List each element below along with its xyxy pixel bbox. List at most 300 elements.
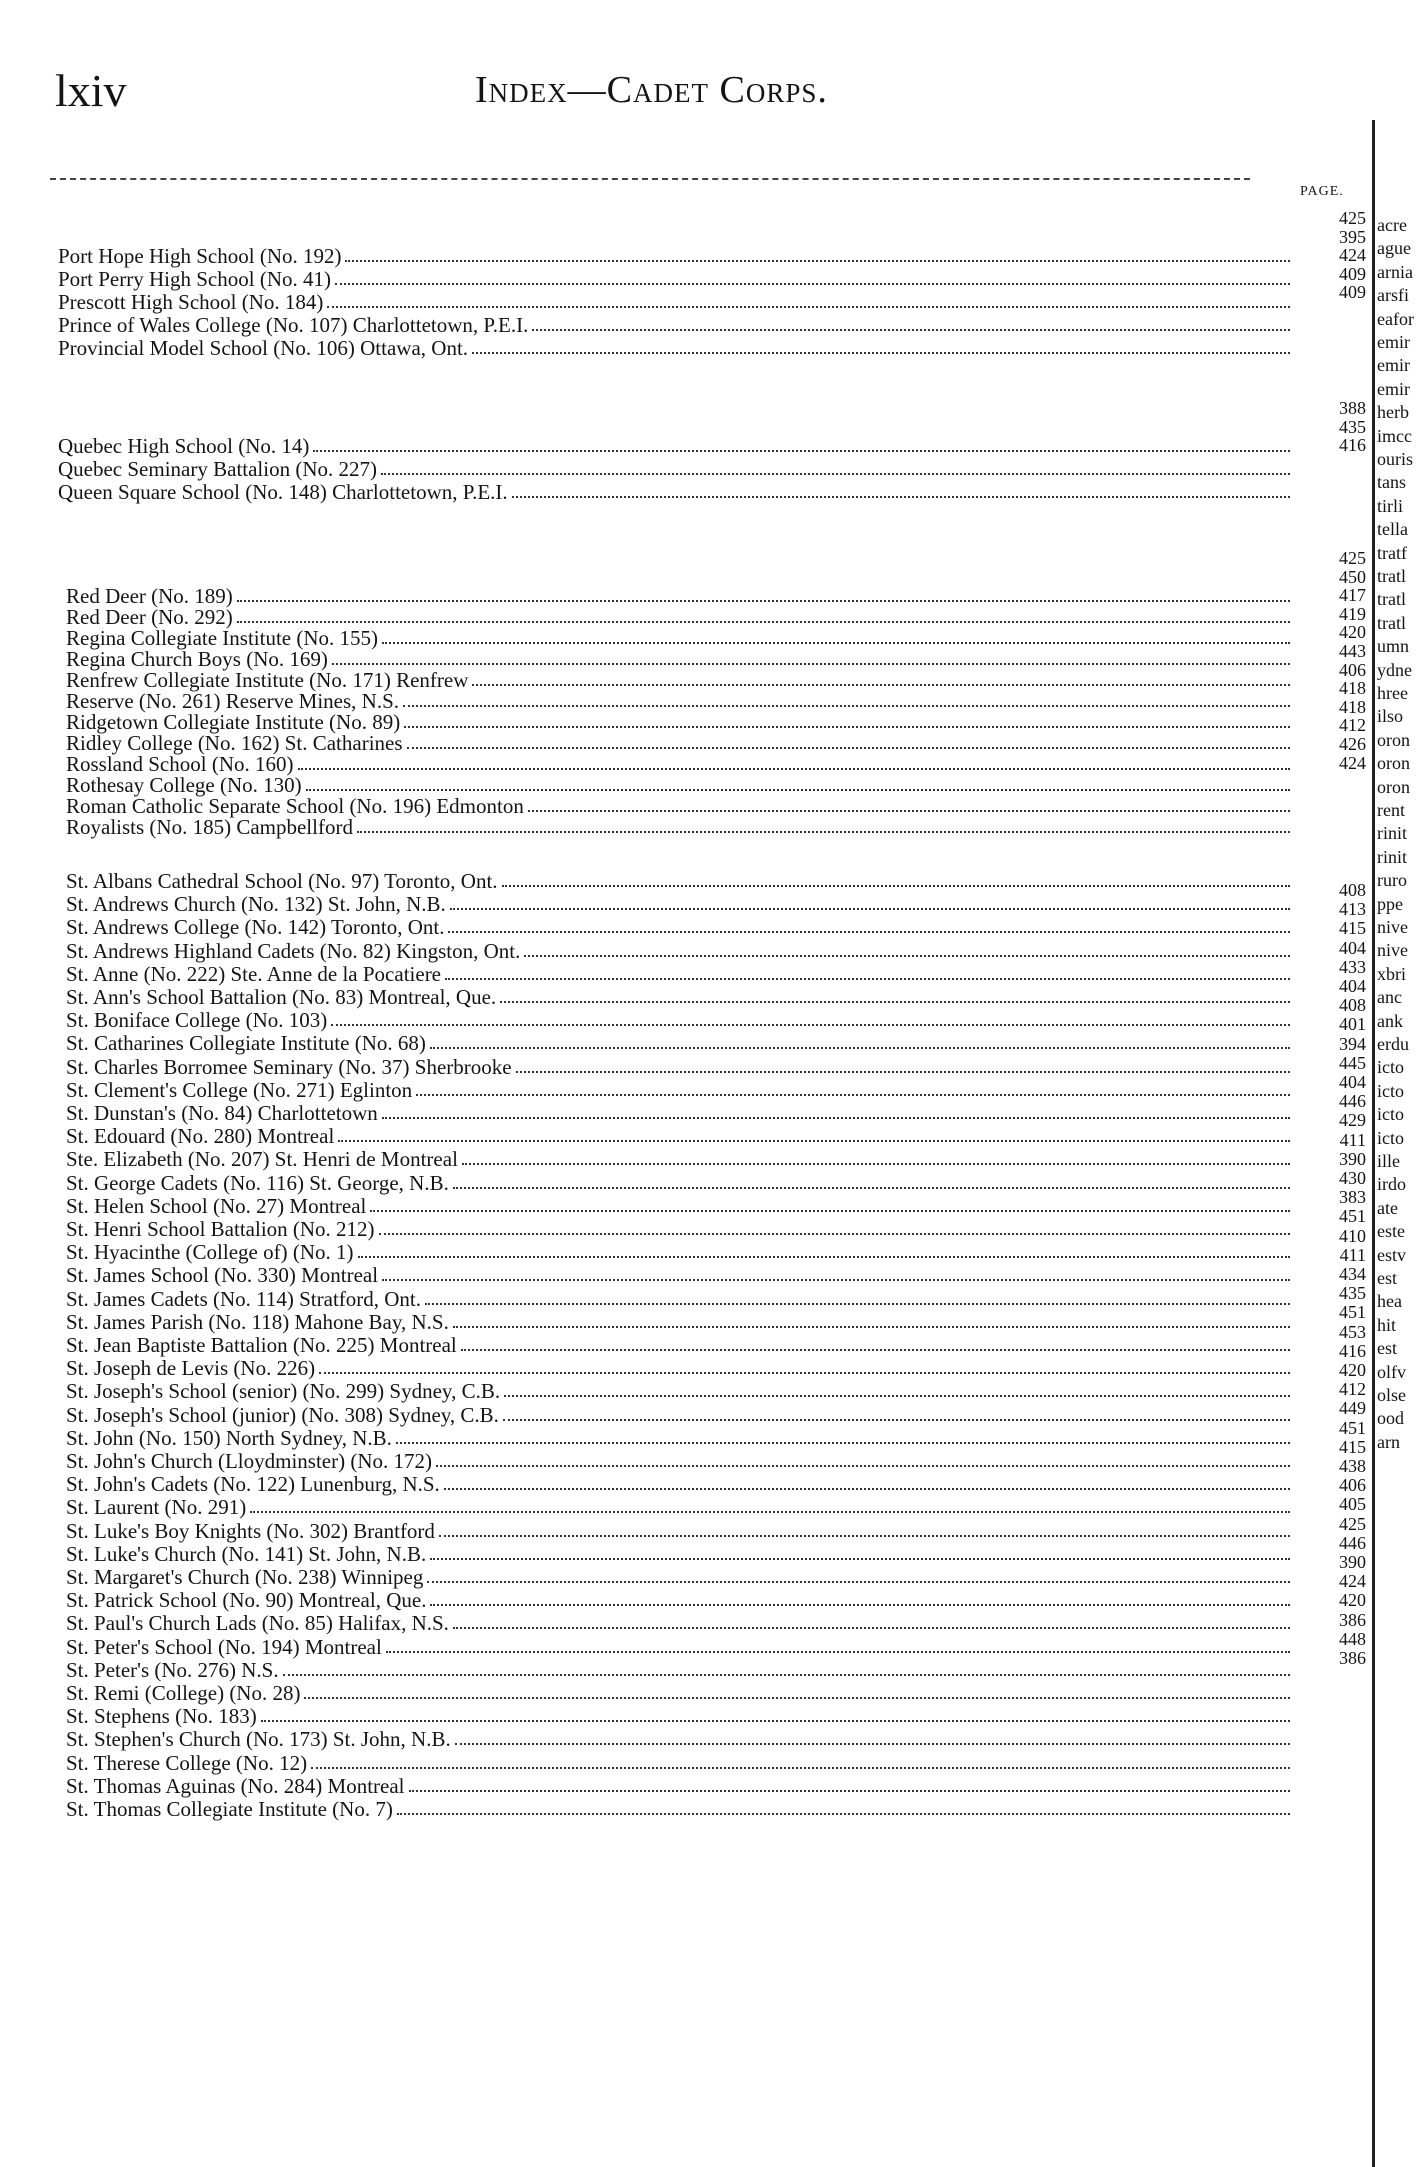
dot-leader — [313, 450, 1290, 452]
page-number-entry: 406 — [1339, 659, 1366, 680]
index-entry — [66, 1427, 1290, 1449]
dot-leader — [407, 747, 1290, 749]
page-number-entry: 449 — [1339, 1398, 1366, 1419]
page-number-entry: 420 — [1339, 622, 1366, 643]
page-number-entry: 418 — [1339, 678, 1366, 699]
index-entry — [66, 1728, 1290, 1750]
index-entry-label: St. James School (No. 330) Montreal — [66, 1263, 379, 1288]
page-number-entry: 411 — [1339, 1129, 1366, 1150]
index-entry — [66, 816, 1290, 838]
index-entry-label: St. Patrick School (No. 90) Montreal, Que. — [66, 1588, 427, 1613]
margin-fragment: umn — [1377, 636, 1410, 657]
margin-fragment: imcc — [1377, 425, 1412, 446]
index-entry — [66, 1380, 1290, 1402]
index-entry — [66, 986, 1290, 1008]
margin-fragment: tirli — [1377, 495, 1403, 516]
dot-leader — [283, 1674, 1290, 1676]
index-entry — [66, 1241, 1290, 1263]
margin-fragment: olse — [1377, 1385, 1406, 1405]
margin-fragment: tratf — [1377, 542, 1407, 563]
margin-fragment: icto — [1377, 1127, 1404, 1148]
page-number-entry: 411 — [1339, 1244, 1366, 1265]
index-entry-label: Port Hope High School (No. 192) — [58, 244, 342, 268]
index-entry-label: St. Therese College (No. 12) — [66, 1750, 308, 1775]
page-number-entry: 451 — [1339, 1417, 1366, 1438]
index-entry-label: Queen Square School (No. 148) Charlottetown, P.E.I. — [58, 480, 508, 504]
margin-fragment: oron — [1377, 753, 1410, 774]
dot-leader — [425, 1303, 1290, 1305]
dot-leader — [319, 1372, 1290, 1374]
page-number-entry: 420 — [1339, 1360, 1366, 1380]
index-entry-label: Prescott High School (No. 184) — [58, 290, 324, 314]
index-entry-label: St. Ann's School Battalion (No. 83) Montreal, Que. — [66, 985, 497, 1009]
page-number-entry: 445 — [1339, 1052, 1366, 1073]
page-number-entry: 386 — [1339, 1609, 1366, 1630]
index-entry — [66, 1450, 1290, 1472]
margin-fragment: hit — [1377, 1314, 1397, 1335]
dot-leader — [403, 705, 1290, 707]
page-number-entry: 424 — [1339, 245, 1366, 265]
index-entry — [58, 314, 1290, 336]
page-number-entry: 415 — [1339, 1436, 1366, 1457]
dot-leader — [250, 1511, 1290, 1513]
index-entry-label: St. Henri School Battalion (No. 212) — [66, 1217, 375, 1241]
page-number-entry: 426 — [1339, 734, 1366, 754]
margin-fragment: irdo — [1377, 1174, 1406, 1195]
dot-leader — [427, 1581, 1290, 1583]
page-number-entry: 424 — [1339, 752, 1366, 773]
dot-leader — [382, 1279, 1290, 1281]
index-entry-label: Port Perry High School (No. 41) — [58, 267, 331, 291]
index-entry-label: St. James Parish (No. 118) Mahone Bay, N.S. — [66, 1309, 449, 1334]
index-entry — [66, 1752, 1290, 1774]
dot-leader — [455, 1743, 1290, 1745]
page-number-entry: 408 — [1339, 995, 1366, 1016]
index-entry — [66, 940, 1290, 962]
dot-leader — [379, 1233, 1290, 1235]
index-entry — [66, 1032, 1290, 1054]
index-entry-label: St. Dunstan's (No. 84) Charlottetown — [66, 1101, 378, 1125]
page-number-entry: 408 — [1339, 880, 1366, 900]
dot-leader — [512, 496, 1290, 498]
page-number-entry: 409 — [1339, 263, 1366, 284]
index-entry — [66, 1009, 1290, 1031]
index-entry — [66, 1264, 1290, 1286]
page-number-entry: 420 — [1339, 1590, 1366, 1611]
page-number-entry: 453 — [1339, 1321, 1366, 1342]
page-number-entry: 429 — [1339, 1110, 1366, 1131]
page-number-entry: 390 — [1339, 1148, 1366, 1169]
margin-fragment: acre — [1377, 215, 1407, 235]
page-number-entry: 390 — [1339, 1552, 1366, 1572]
margin-fragment: xbri — [1377, 963, 1406, 984]
index-entry — [66, 585, 1290, 607]
page-number-entry: 383 — [1339, 1187, 1366, 1208]
page-number-entry: 435 — [1339, 416, 1366, 437]
page-number-entry: 415 — [1339, 918, 1366, 939]
index-entry — [66, 1543, 1290, 1565]
page-number-entry: 395 — [1339, 226, 1366, 247]
index-entry — [66, 732, 1290, 754]
dot-leader — [261, 1720, 1290, 1722]
index-entry-label: Ridley College (No. 162) St. Catharines — [66, 731, 403, 755]
margin-fragment: nive — [1377, 917, 1408, 937]
index-entry — [58, 481, 1290, 503]
index-entry-label: Quebec High School (No. 14) — [58, 434, 310, 458]
index-entry-label: St. Laurent (No. 291) — [66, 1495, 247, 1520]
index-entry-label: St. Helen School (No. 27) Montreal — [66, 1193, 367, 1218]
dot-leader — [404, 726, 1290, 728]
margin-fragment: rinit — [1377, 823, 1407, 844]
dot-leader — [444, 1488, 1290, 1490]
margin-fragment: oron — [1377, 729, 1410, 750]
dot-leader — [502, 885, 1290, 887]
dot-leader — [472, 684, 1290, 686]
page-number-entry: 433 — [1339, 956, 1366, 977]
dot-leader — [416, 1094, 1290, 1096]
index-entry-label: St. Stephen's Church (No. 173) St. John, N.B. — [66, 1727, 451, 1752]
index-entry-label: St. John (No. 150) North Sydney, N.B. — [66, 1425, 392, 1450]
margin-fragment: hea — [1377, 1291, 1402, 1312]
dot-leader — [528, 810, 1290, 812]
index-entry — [66, 1705, 1290, 1727]
index-entry-label: St. John's Church (Lloydminster) (No. 172) — [66, 1449, 433, 1473]
margin-fragment: tratl — [1377, 589, 1406, 610]
index-entry — [66, 1195, 1290, 1217]
dot-leader — [338, 1140, 1290, 1142]
index-entry — [66, 1496, 1290, 1518]
index-entry — [66, 870, 1290, 892]
page-number-entry: 419 — [1339, 603, 1366, 624]
page-number-entry: 430 — [1339, 1168, 1366, 1188]
index-entry — [66, 1334, 1290, 1356]
dot-leader — [500, 1001, 1290, 1003]
index-entry — [66, 1659, 1290, 1681]
dot-leader — [439, 1535, 1290, 1537]
page-number-entry: 405 — [1339, 1494, 1366, 1515]
page-number-entry: 404 — [1339, 976, 1366, 996]
index-entry — [66, 1125, 1290, 1147]
index-entry-label: St. Edouard (No. 280) Montreal — [66, 1124, 335, 1149]
index-entry-label: Rossland School (No. 160) — [66, 752, 294, 776]
margin-fragment: est — [1377, 1268, 1397, 1288]
index-entry-label: St. Joseph's School (senior) (No. 299) Sydney, C.B. — [66, 1379, 501, 1404]
index-entry-label: St. Andrews Church (No. 132) St. John, N.B. — [66, 892, 446, 917]
index-entry-label: St. James Cadets (No. 114) Stratford, Ont. — [66, 1286, 422, 1311]
index-entry — [66, 963, 1290, 985]
index-entry — [66, 916, 1290, 938]
page-column-label: PAGE. — [1300, 184, 1344, 199]
margin-fragment: hree — [1377, 683, 1408, 703]
page-number-entry: 446 — [1339, 1091, 1366, 1112]
margin-fragment: ruro — [1377, 870, 1407, 891]
index-entry — [66, 1311, 1290, 1333]
index-entry-label: Quebec Seminary Battalion (No. 227) — [58, 457, 377, 481]
margin-fragment: tella — [1377, 519, 1408, 540]
index-entry-label: St. Albans Cathedral School (No. 97) Toronto, Ont. — [66, 869, 498, 893]
dot-leader — [445, 978, 1290, 980]
index-entry-label: Reserve (No. 261) Reserve Mines, N.S. — [66, 689, 400, 713]
margin-fragment: este — [1377, 1221, 1405, 1242]
index-entry — [66, 1612, 1290, 1634]
dot-leader — [532, 329, 1290, 331]
margin-fragment: icto — [1377, 1057, 1404, 1078]
margin-fragment: tratl — [1377, 612, 1406, 633]
index-entry-label: St. John's Cadets (No. 122) Lunenburg, N.S. — [66, 1472, 440, 1497]
page-number-entry: 409 — [1339, 282, 1366, 302]
page-number-entry: 417 — [1339, 585, 1366, 606]
index-entry-label: St. Jean Baptiste Battalion (No. 225) Montreal — [66, 1333, 457, 1357]
index-entry-label: St. Luke's Church (No. 141) St. John, N.B. — [66, 1541, 427, 1566]
margin-fragment: emir — [1377, 332, 1410, 352]
index-entry-label: Prince of Wales College (No. 107) Charlottetown, P.E.I. — [58, 313, 529, 337]
page-number-entry: 425 — [1339, 208, 1366, 228]
index-entry — [66, 1079, 1290, 1101]
dot-leader — [462, 1163, 1290, 1165]
page-number-entry: 446 — [1339, 1532, 1366, 1553]
index-entry-label: Royalists (No. 185) Campbellford — [66, 815, 353, 839]
index-entry — [66, 1148, 1290, 1170]
index-entry-label: Ridgetown Collegiate Institute (No. 89) — [66, 710, 401, 734]
page-number-entry: 412 — [1339, 1379, 1366, 1400]
dot-leader — [409, 1790, 1290, 1792]
dot-leader — [436, 1465, 1290, 1467]
index-entry-label: St. Andrews College (No. 142) Toronto, Ont. — [66, 915, 445, 940]
index-entry — [66, 1404, 1290, 1426]
page-number-entry: 404 — [1339, 937, 1366, 958]
dot-leader — [335, 283, 1290, 285]
margin-fragment: arn — [1377, 1431, 1400, 1452]
dot-leader — [453, 1326, 1290, 1328]
dot-leader — [306, 789, 1290, 791]
page-number-entry: 412 — [1339, 715, 1366, 736]
index-entry-label: St. Charles Borromee Seminary (No. 37) Sherbrooke — [66, 1054, 512, 1079]
dot-leader — [382, 642, 1290, 644]
index-entry-label: Regina Church Boys (No. 169) — [66, 647, 328, 671]
index-entry-label: St. Andrews Highland Cadets (No. 82) Kingston, Ont. — [66, 938, 521, 963]
index-entry-label: St. Luke's Boy Knights (No. 302) Brantford — [66, 1518, 435, 1543]
dot-leader — [386, 1651, 1290, 1653]
index-entry — [66, 1473, 1290, 1495]
dot-leader — [472, 352, 1290, 354]
index-entry-label: Red Deer (No. 292) — [66, 605, 233, 629]
page-number-entry: 450 — [1339, 566, 1366, 587]
margin-fragment: ate — [1377, 1197, 1398, 1218]
page-title: Index—Cadet Corps. — [475, 69, 828, 111]
index-entry — [66, 1056, 1290, 1078]
index-entry — [58, 245, 1290, 267]
index-entry-label: St. Hyacinthe (College of) (No. 1) — [66, 1240, 354, 1265]
page-number-entry: 410 — [1339, 1225, 1366, 1246]
index-entry-label: St. Peter's (No. 276) N.S. — [66, 1657, 279, 1682]
index-entry-label: St. Joseph's School (junior) (No. 308) Sydney, C.B. — [66, 1402, 499, 1427]
dot-leader — [345, 260, 1290, 262]
index-entry-label: St. Peter's School (No. 194) Montreal — [66, 1634, 382, 1659]
index-entry — [66, 648, 1290, 670]
page-number-entry: 434 — [1339, 1264, 1366, 1284]
margin-fragment: ank — [1377, 1010, 1403, 1031]
page-number-entry: 438 — [1339, 1456, 1366, 1476]
index-entry — [66, 669, 1290, 691]
page-number-entry: 451 — [1339, 1206, 1366, 1227]
margin-fragment: eafor — [1377, 308, 1414, 329]
dot-leader — [453, 1187, 1290, 1189]
margin-fragment: arnia — [1377, 261, 1413, 282]
index-entry — [66, 893, 1290, 915]
margin-fragment: icto — [1377, 1080, 1404, 1101]
index-entry — [66, 1566, 1290, 1588]
index-entry-label: Rothesay College (No. 130) — [66, 773, 302, 797]
margin-fragment: ydne — [1377, 659, 1412, 680]
margin-fragment: anc — [1377, 987, 1402, 1008]
page-number-entry: 443 — [1339, 641, 1366, 661]
dot-leader — [332, 663, 1290, 665]
index-entry-label: St. Margaret's Church (No. 238) Winnipeg — [66, 1565, 424, 1589]
adjacent-page-margin — [1372, 120, 1428, 2167]
margin-fragment: herb — [1377, 402, 1409, 423]
index-entry-label: St. Paul's Church Lads (No. 85) Halifax, N.S. — [66, 1611, 449, 1636]
margin-fragment: oron — [1377, 776, 1410, 797]
margin-fragment: tans — [1377, 472, 1406, 493]
page-number-entry: 388 — [1339, 398, 1366, 418]
page-number-entry: 386 — [1339, 1648, 1366, 1668]
page-number-entry: 394 — [1339, 1033, 1366, 1054]
dot-leader — [430, 1047, 1290, 1049]
page-number-entry: 406 — [1339, 1475, 1366, 1496]
index-entry-label: St. Joseph de Levis (No. 226) — [66, 1356, 316, 1381]
index-entry-label: Roman Catholic Separate School (No. 196) Edmonton — [66, 794, 524, 818]
page-number-entry: 416 — [1339, 1340, 1366, 1361]
index-entry-label: St. George Cadets (No. 116) St. George, N.B. — [66, 1170, 449, 1195]
index-entry-label: St. Remi (College) (No. 28) — [66, 1681, 301, 1705]
dot-leader — [357, 831, 1290, 833]
page-number-entry: 418 — [1339, 696, 1366, 717]
dot-leader — [504, 1395, 1290, 1397]
index-entry — [66, 1218, 1290, 1240]
index-entry — [66, 1520, 1290, 1542]
dot-leader — [524, 955, 1290, 957]
dot-leader — [311, 1767, 1290, 1769]
dot-leader — [298, 768, 1291, 770]
dot-leader — [396, 1442, 1290, 1444]
index-entry — [66, 774, 1290, 796]
margin-fragment: emir — [1377, 378, 1410, 399]
margin-fragment: ppe — [1377, 893, 1403, 914]
index-entry-label: St. Thomas Collegiate Institute (No. 7) — [66, 1797, 393, 1821]
margin-fragment: nive — [1377, 940, 1408, 961]
dot-leader — [381, 473, 1290, 475]
margin-fragment: tratl — [1377, 566, 1406, 586]
index-entry-label: Regina Collegiate Institute (No. 155) — [66, 626, 379, 650]
margin-fragment: erdu — [1377, 1034, 1409, 1054]
margin-fragment: ilso — [1377, 706, 1404, 727]
dot-leader — [450, 908, 1290, 910]
dot-leader — [461, 1349, 1290, 1351]
index-entry-label: Provincial Model School (No. 106) Ottawa, Ont. — [58, 336, 469, 360]
margin-fragment: ood — [1377, 1408, 1404, 1429]
margin-fragment: ague — [1377, 238, 1411, 259]
index-entry — [58, 337, 1290, 359]
index-entry-label: St. Anne (No. 222) Ste. Anne de la Pocatiere — [66, 961, 442, 986]
index-entry-label: St. Catharines Collegiate Institute (No. 68) — [66, 1031, 426, 1056]
page-number-entry: 413 — [1339, 899, 1366, 920]
dot-leader — [331, 1024, 1290, 1026]
index-entry — [66, 627, 1290, 649]
dot-leader — [503, 1419, 1290, 1421]
margin-fragment: ouris — [1377, 449, 1413, 469]
index-entry — [58, 291, 1290, 313]
margin-fragment: olfv — [1377, 1361, 1406, 1382]
margin-fragment: rinit — [1377, 846, 1407, 867]
page-number-entry: 401 — [1339, 1014, 1366, 1035]
page-number-entry: 425 — [1339, 548, 1366, 568]
index-entry-label: Renfrew Collegiate Institute (No. 171) Renfrew — [66, 668, 469, 692]
page-number-entry: 404 — [1339, 1072, 1366, 1092]
index-entry-label: St. Clement's College (No. 271) Eglinton — [66, 1077, 413, 1102]
page-number-entry: 425 — [1339, 1513, 1366, 1534]
index-entry-label: Ste. Elizabeth (No. 207) St. Henri de Montreal — [66, 1147, 458, 1172]
margin-fragment: est — [1377, 1338, 1397, 1359]
dot-leader — [237, 600, 1290, 602]
dot-leader — [304, 1697, 1290, 1699]
index-entry — [66, 690, 1290, 712]
dot-leader — [516, 1071, 1290, 1073]
margin-fragment: arsfi — [1377, 285, 1409, 306]
index-entry — [66, 1357, 1290, 1379]
page-number-entry: 424 — [1339, 1571, 1366, 1592]
index-entry — [66, 753, 1290, 775]
index-entry — [58, 268, 1290, 290]
index-entry — [66, 1589, 1290, 1611]
index-entry — [66, 711, 1290, 733]
dot-leader — [382, 1117, 1290, 1119]
margin-fragment: icto — [1377, 1104, 1404, 1125]
margin-fragment: rent — [1377, 800, 1405, 820]
page-number: lxiv — [55, 65, 127, 116]
dot-leader — [327, 306, 1290, 308]
dot-leader — [453, 1627, 1290, 1629]
index-entry — [66, 1102, 1290, 1124]
index-entry — [66, 1798, 1290, 1820]
index-entry — [66, 606, 1290, 628]
index-entry — [66, 1682, 1290, 1704]
index-entry-label: St. Thomas Aguinas (No. 284) Montreal — [66, 1773, 405, 1798]
index-entry — [66, 1775, 1290, 1797]
dot-leader — [397, 1813, 1290, 1815]
index-entry — [58, 435, 1290, 457]
dot-leader — [237, 621, 1290, 623]
page-number-entry: 435 — [1339, 1283, 1366, 1304]
page-number-entry: 416 — [1339, 435, 1366, 455]
index-entry — [66, 1288, 1290, 1310]
margin-fragment: estv — [1377, 1244, 1406, 1265]
index-entry — [66, 1172, 1290, 1194]
dot-leader — [430, 1604, 1290, 1606]
index-entry — [66, 1636, 1290, 1658]
index-entry — [58, 458, 1290, 480]
margin-fragment: emir — [1377, 355, 1410, 376]
dot-leader — [358, 1256, 1290, 1258]
dot-leader — [448, 931, 1290, 933]
dot-leader — [430, 1558, 1290, 1560]
index-entry-label: St. Stephens (No. 183) — [66, 1704, 257, 1729]
page-number-entry: 448 — [1339, 1628, 1366, 1649]
dot-leader — [370, 1210, 1290, 1212]
index-entry-label: Red Deer (No. 189) — [66, 584, 233, 608]
index-entry-label: St. Boniface College (No. 103) — [66, 1008, 328, 1033]
page-number-entry: 451 — [1339, 1302, 1366, 1323]
margin-fragment: ille — [1377, 1151, 1400, 1171]
